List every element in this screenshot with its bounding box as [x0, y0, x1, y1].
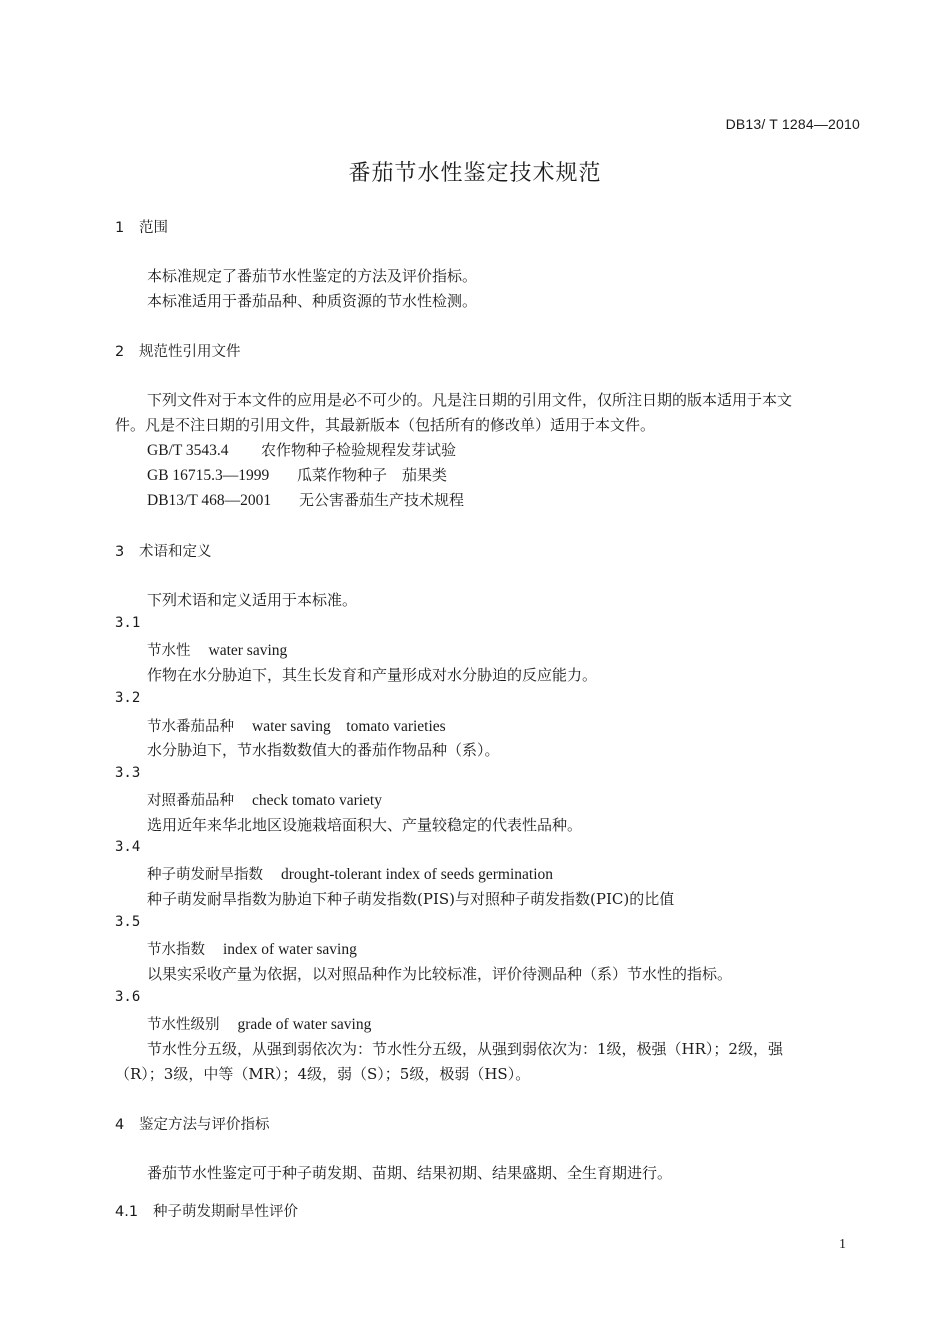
document-title: 番茄节水性鉴定技术规范: [348, 161, 602, 186]
term-definition-continued: （R）；3级，中等（MR）；4级，弱（S）；5级，极弱（HS）。: [115, 1065, 531, 1083]
section-title: 术语和定义: [139, 544, 212, 560]
subsection-title: 种子萌发期耐旱性评价: [153, 1204, 298, 1220]
paragraph: 下列术语和定义适用于本标准。: [147, 591, 358, 609]
reference-item: [147, 489, 464, 510]
term-number: 3.5: [115, 914, 141, 930]
term-heading: [147, 938, 357, 959]
term-number: 3.4: [115, 839, 141, 855]
term-en: index of water saving: [223, 941, 357, 958]
term-number: 3.1: [115, 615, 141, 631]
term-en: water saving: [208, 642, 288, 659]
paragraph-line: 下列文件对于本文件的应用是必不可少的。凡是注日期的引用文件，仅所注日期的版本适用于本文: [147, 391, 793, 409]
paragraph: 本标准适用于番茄品种、种质资源的节水性检测。: [147, 292, 478, 310]
section-2-heading: [115, 340, 241, 361]
term-en: water saving tomato varieties: [252, 718, 446, 735]
section-1-heading: [115, 216, 168, 237]
term-cn: 种子萌发耐旱指数: [147, 867, 263, 883]
section-number: 3: [115, 544, 125, 560]
term-number: 3.2: [115, 690, 141, 706]
term-definition: 选用近年来华北地区设施栽培面积大、产量较稳定的代表性品种。: [147, 816, 583, 834]
term-heading: [147, 639, 287, 660]
section-number: 2: [115, 344, 125, 360]
reference-code: DB13/T 468—2001: [147, 492, 272, 509]
term-cn: 对照番茄品种: [147, 793, 234, 809]
term-definition: 节水性分五级，从强到弱依次为：节水性分五级，从强到弱依次为：1级，极强（HR）；2级，强: [147, 1040, 783, 1058]
paragraph: 本标准规定了番茄节水性鉴定的方法及评价指标。: [147, 267, 478, 285]
paragraph-line: 件。凡是不注日期的引用文件，其最新版本（包括所有的修改单）适用于本文件。: [115, 416, 656, 434]
term-cn: 节水指数: [147, 942, 205, 958]
subsection-number: 4.1: [115, 1204, 139, 1220]
term-heading: [147, 863, 553, 884]
term-definition: 作物在水分胁迫下，其生长发育和产量形成对水分胁迫的反应能力。: [147, 666, 598, 684]
section-3-heading: [115, 540, 212, 561]
section-title: 鉴定方法与评价指标: [139, 1117, 270, 1133]
paragraph: 番茄节水性鉴定可于种子萌发期、苗期、结果初期、结果盛期、全生育期进行。: [147, 1164, 673, 1182]
term-heading: [147, 789, 382, 810]
section-number: 4: [115, 1117, 125, 1133]
section-number: 1: [115, 220, 125, 236]
term-heading: [147, 1013, 371, 1034]
reference-item: [147, 464, 447, 485]
term-cn: 节水番茄品种: [147, 719, 234, 735]
reference-item: [147, 439, 456, 460]
term-definition: 以果实采收产量为依据，以对照品种作为比较标准，评价待测品种（系）节水性的指标。: [147, 965, 733, 983]
term-en: check tomato variety: [252, 792, 382, 809]
term-en: grade of water saving: [237, 1016, 372, 1033]
section-4-heading: [115, 1113, 270, 1134]
page-number: 1: [839, 1237, 846, 1252]
reference-title: 无公害番茄生产技术规程: [299, 491, 465, 509]
term-en: drought-tolerant index of seeds germination: [281, 866, 554, 883]
term-number: 3.3: [115, 765, 141, 781]
subsection-4-1-heading: [115, 1200, 298, 1221]
term-cn: 节水性级别: [147, 1017, 220, 1033]
standard-number: DB13/ T 1284—2010: [725, 116, 860, 132]
term-definition: 水分胁迫下，节水指数数值大的番茄作物品种（系）。: [147, 741, 500, 759]
reference-title: 农作物种子检验规程发芽试验: [261, 441, 457, 459]
term-number: 3.6: [115, 989, 141, 1005]
section-title: 范围: [139, 220, 168, 236]
reference-code: GB/T 3543.4: [147, 442, 229, 459]
term-definition: 种子萌发耐旱指数为胁迫下种子萌发指数(PIS)与对照种子萌发指数(PIC)的比值: [147, 890, 675, 908]
reference-title: 瓜菜作物种子 茄果类: [297, 466, 448, 484]
reference-code: GB 16715.3—1999: [147, 467, 270, 484]
section-title: 规范性引用文件: [139, 344, 241, 360]
term-heading: [147, 714, 446, 736]
term-cn: 节水性: [147, 643, 191, 659]
